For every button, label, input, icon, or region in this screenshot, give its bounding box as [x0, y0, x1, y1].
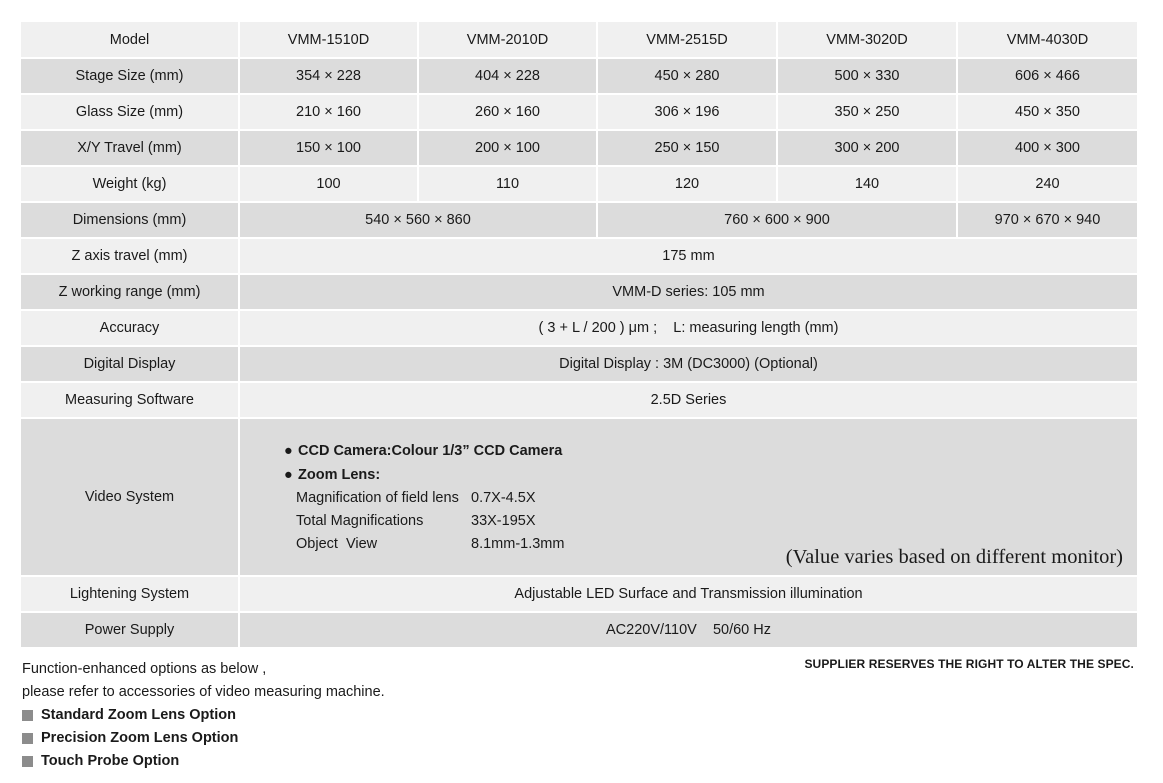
video-spec-value: 0.7X-4.5X [471, 490, 536, 506]
cell-value: Digital Display : 3M (DC3000) (Optional) [239, 346, 1137, 382]
cell-value: 760 × 600 × 900 [597, 202, 957, 238]
cell-value: 210 × 160 [239, 94, 418, 130]
row-video-system [21, 418, 1137, 576]
bullet-icon: ● [284, 443, 293, 459]
camera-text: CCD Camera:Colour 1/3” CCD Camera [298, 443, 563, 459]
options-note [22, 658, 385, 773]
cell-value: 606 × 466 [957, 58, 1137, 94]
video-spec-value: 8.1mm-1.3mm [471, 536, 565, 552]
option-label: Touch Probe Option [41, 753, 180, 769]
cell-value: 250 × 150 [597, 130, 777, 166]
zoom-bullet [284, 463, 564, 487]
cell-value: 970 × 670 × 940 [957, 202, 1137, 238]
row-stage-size [21, 58, 1137, 94]
cell-value: 354 × 228 [239, 58, 418, 94]
option-item [22, 704, 385, 727]
square-bullet-icon [22, 756, 33, 767]
cell-value: 140 [777, 166, 957, 202]
row-dimensions [21, 202, 1137, 238]
square-bullet-icon [22, 710, 33, 721]
video-spec-label: Total Magnifications [296, 513, 424, 529]
row-digital-display [21, 346, 1137, 382]
row-weight [21, 166, 1137, 202]
row-power [21, 612, 1137, 648]
option-item [22, 750, 385, 773]
cell-value: 500 × 330 [777, 58, 957, 94]
cell-value: 450 × 350 [957, 94, 1137, 130]
cell-value: 150 × 100 [239, 130, 418, 166]
row-z-travel [21, 238, 1137, 274]
square-bullet-icon [22, 733, 33, 744]
model-name: VMM-3020D [777, 22, 957, 58]
cell-value: 110 [418, 166, 597, 202]
cell-value: 200 × 100 [418, 130, 597, 166]
video-spec-line [284, 533, 564, 556]
model-name: VMM-1510D [239, 22, 418, 58]
row-z-range [21, 274, 1137, 310]
zoom-text: Zoom Lens: [298, 467, 381, 483]
options-reference: please refer to accessories of video measuring machine. [22, 684, 385, 700]
cell-value: 450 × 280 [597, 58, 777, 94]
cell-value: 100 [239, 166, 418, 202]
video-details-block [284, 439, 564, 556]
row-accuracy [21, 310, 1137, 346]
model-name: VMM-4030D [957, 22, 1137, 58]
cell-value: 240 [957, 166, 1137, 202]
options-intro: Function-enhanced options as below , [22, 661, 267, 677]
row-label: Stage Size (mm) [21, 58, 239, 94]
cell-value: 350 × 250 [777, 94, 957, 130]
spec-disclaimer: SUPPLIER RESERVES THE RIGHT TO ALTER THE SPEC. [804, 657, 1134, 671]
video-spec-label: Magnification of field lens [296, 490, 459, 506]
row-glass-size [21, 94, 1137, 130]
cell-value: 306 × 196 [597, 94, 777, 130]
cell-value: 540 × 560 × 860 [239, 202, 597, 238]
model-name: VMM-2515D [597, 22, 777, 58]
cell-value: ( 3 + L / 200 ) μm ; L: measuring length (mm) [239, 310, 1137, 346]
row-label: Accuracy [21, 310, 239, 346]
cell-value: 260 × 160 [418, 94, 597, 130]
spec-table [21, 22, 1137, 649]
model-name: VMM-2010D [418, 22, 597, 58]
camera-bullet [284, 439, 564, 463]
row-label: Power Supply [21, 612, 239, 648]
row-label: Model [21, 22, 239, 58]
row-xy-travel [21, 130, 1137, 166]
row-label: Lightening System [21, 576, 239, 612]
cell-value: AC220V/110V 50/60 Hz [239, 612, 1137, 648]
option-item [22, 727, 385, 750]
row-label: Dimensions (mm) [21, 202, 239, 238]
cell-value: Adjustable LED Surface and Transmission illumination [239, 576, 1137, 612]
video-system-details [239, 418, 1137, 576]
row-software [21, 382, 1137, 418]
cell-value: 175 mm [239, 238, 1137, 274]
row-label: Video System [21, 418, 239, 576]
row-label: Glass Size (mm) [21, 94, 239, 130]
row-label: Weight (kg) [21, 166, 239, 202]
monitor-note: (Value varies based on different monitor) [785, 546, 1123, 568]
row-label: Z working range (mm) [21, 274, 239, 310]
row-lighting [21, 576, 1137, 612]
cell-value: 300 × 200 [777, 130, 957, 166]
cell-value: 120 [597, 166, 777, 202]
cell-value: 400 × 300 [957, 130, 1137, 166]
video-spec-value: 33X-195X [471, 513, 536, 529]
option-label: Standard Zoom Lens Option [41, 707, 236, 723]
video-spec-line [284, 510, 564, 533]
bullet-icon: ● [284, 467, 293, 483]
cell-value: VMM-D series: 105 mm [239, 274, 1137, 310]
row-label: Digital Display [21, 346, 239, 382]
row-label: X/Y Travel (mm) [21, 130, 239, 166]
video-spec-line [284, 487, 564, 510]
option-label: Precision Zoom Lens Option [41, 730, 239, 746]
cell-value: 2.5D Series [239, 382, 1137, 418]
row-label: Measuring Software [21, 382, 239, 418]
row-label: Z axis travel (mm) [21, 238, 239, 274]
row-model [21, 22, 1137, 58]
cell-value: 404 × 228 [418, 58, 597, 94]
video-spec-label: Object View [296, 536, 378, 552]
